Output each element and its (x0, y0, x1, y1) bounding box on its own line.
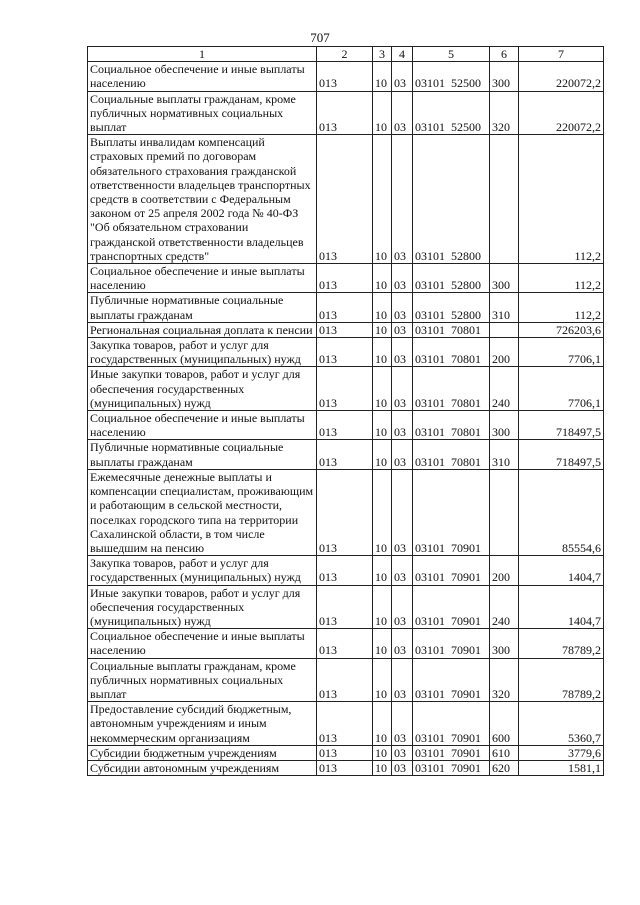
expense-type-cell: 310 (490, 440, 519, 469)
ministry-code-cell: 013 (317, 745, 373, 760)
ministry-code-cell: 013 (317, 135, 373, 264)
target-article-cell: 03101 70901 (413, 585, 490, 629)
table-row (88, 264, 604, 293)
table-row (88, 745, 604, 760)
item-name-cell: Региональная социальная доплата к пенсии (88, 322, 317, 337)
item-name-cell: Иные закупки товаров, работ и услуг для обеспечения государственных (муниципальных) нужд (88, 585, 317, 629)
ministry-code-cell: 013 (317, 411, 373, 440)
target-article-cell: 03101 70901 (413, 469, 490, 555)
amount-cell: 85554,6 (519, 469, 604, 555)
budget-table (87, 46, 604, 776)
item-name-cell: Публичные нормативные социальные выплаты гражданам (88, 440, 317, 469)
ministry-code-cell: 013 (317, 293, 373, 322)
table-row (88, 658, 604, 702)
table-row (88, 760, 604, 775)
ministry-code-cell: 013 (317, 264, 373, 293)
item-name-cell: Ежемесячные денежные выплаты и компенсации специалистам, проживающим и работающим в сельской местности, поселках городского типа на территории Сахалинской области, в том числе вышедшим на пенсию (88, 469, 317, 555)
header-cell: 1 (88, 47, 317, 62)
section-code-cell: 10 (373, 629, 392, 658)
target-article-cell: 03101 70901 (413, 658, 490, 702)
expense-type-cell (490, 469, 519, 555)
item-name-cell: Социальные выплаты гражданам, кроме публичных нормативных социальных выплат (88, 91, 317, 135)
section-code-cell: 10 (373, 135, 392, 264)
expense-type-cell: 200 (490, 338, 519, 367)
target-article-cell: 03101 70901 (413, 702, 490, 746)
table-row (88, 322, 604, 337)
target-article-cell: 03101 52500 (413, 62, 490, 91)
header-cell: 4 (392, 47, 413, 62)
section-code-cell: 10 (373, 658, 392, 702)
amount-cell: 7706,1 (519, 367, 604, 411)
item-name-cell: Социальное обеспечение и иные выплаты населению (88, 629, 317, 658)
table-row (88, 91, 604, 135)
item-name-cell: Иные закупки товаров, работ и услуг для обеспечения государственных (муниципальных) нужд (88, 367, 317, 411)
expense-type-cell: 200 (490, 556, 519, 585)
item-name-cell: Социальное обеспечение и иные выплаты населению (88, 62, 317, 91)
section-code-cell: 10 (373, 264, 392, 293)
header-cell: 7 (519, 47, 604, 62)
ministry-code-cell: 013 (317, 760, 373, 775)
subsection-code-cell: 03 (392, 469, 413, 555)
table-row (88, 338, 604, 367)
section-code-cell: 10 (373, 702, 392, 746)
item-name-cell: Субсидии бюджетным учреждениям (88, 745, 317, 760)
subsection-code-cell: 03 (392, 745, 413, 760)
section-code-cell: 10 (373, 322, 392, 337)
page-number: 707 (310, 30, 330, 45)
subsection-code-cell: 03 (392, 367, 413, 411)
ministry-code-cell: 013 (317, 556, 373, 585)
header-cell: 3 (373, 47, 392, 62)
ministry-code-cell: 013 (317, 440, 373, 469)
item-name-cell: Социальное обеспечение и иные выплаты населению (88, 411, 317, 440)
section-code-cell: 10 (373, 469, 392, 555)
amount-cell: 3779,6 (519, 745, 604, 760)
expense-type-cell: 300 (490, 411, 519, 440)
target-article-cell: 03101 70901 (413, 556, 490, 585)
target-article-cell: 03101 70801 (413, 440, 490, 469)
section-code-cell: 10 (373, 62, 392, 91)
item-name-cell: Закупка товаров, работ и услуг для государственных (муниципальных) нужд (88, 338, 317, 367)
section-code-cell: 10 (373, 440, 392, 469)
expense-type-cell: 320 (490, 91, 519, 135)
ministry-code-cell: 013 (317, 62, 373, 91)
subsection-code-cell: 03 (392, 264, 413, 293)
section-code-cell: 10 (373, 556, 392, 585)
table-row (88, 411, 604, 440)
item-name-cell: Выплаты инвалидам компенсаций страховых премий по договорам обязательного страхования гражданской ответственности владельцев транспортных средств в соответствии с Федеральным законом от 25 апреля 2002 года № 40-ФЗ "Об обязательном страховании гражданской ответственности владельцев транспортных средств" (88, 135, 317, 264)
expense-type-cell: 620 (490, 760, 519, 775)
table-row (88, 135, 604, 264)
amount-cell: 112,2 (519, 135, 604, 264)
section-code-cell: 10 (373, 585, 392, 629)
table-row (88, 469, 604, 555)
expense-type-cell: 320 (490, 658, 519, 702)
table-body (88, 62, 604, 776)
ministry-code-cell: 013 (317, 367, 373, 411)
expense-type-cell: 300 (490, 264, 519, 293)
target-article-cell: 03101 70901 (413, 745, 490, 760)
subsection-code-cell: 03 (392, 293, 413, 322)
expense-type-cell: 600 (490, 702, 519, 746)
ministry-code-cell: 013 (317, 469, 373, 555)
header-cell: 5 (413, 47, 490, 62)
subsection-code-cell: 03 (392, 62, 413, 91)
section-code-cell: 10 (373, 91, 392, 135)
amount-cell: 112,2 (519, 264, 604, 293)
amount-cell: 220072,2 (519, 62, 604, 91)
section-code-cell: 10 (373, 367, 392, 411)
target-article-cell: 03101 70801 (413, 367, 490, 411)
subsection-code-cell: 03 (392, 322, 413, 337)
table-row (88, 293, 604, 322)
subsection-code-cell: 03 (392, 658, 413, 702)
expense-type-cell (490, 322, 519, 337)
table-row (88, 629, 604, 658)
ministry-code-cell: 013 (317, 702, 373, 746)
item-name-cell: Социальные выплаты гражданам, кроме публичных нормативных социальных выплат (88, 658, 317, 702)
target-article-cell: 03101 70901 (413, 760, 490, 775)
ministry-code-cell: 013 (317, 658, 373, 702)
subsection-code-cell: 03 (392, 411, 413, 440)
ministry-code-cell: 013 (317, 585, 373, 629)
subsection-code-cell: 03 (392, 585, 413, 629)
expense-type-cell (490, 135, 519, 264)
section-code-cell: 10 (373, 338, 392, 367)
item-name-cell: Предоставление субсидий бюджетным, автономным учреждениям и иным некоммерческим организациям (88, 702, 317, 746)
amount-cell: 78789,2 (519, 629, 604, 658)
subsection-code-cell: 03 (392, 440, 413, 469)
item-name-cell: Публичные нормативные социальные выплаты гражданам (88, 293, 317, 322)
ministry-code-cell: 013 (317, 322, 373, 337)
amount-cell: 718497,5 (519, 411, 604, 440)
expense-type-cell: 610 (490, 745, 519, 760)
section-code-cell: 10 (373, 411, 392, 440)
section-code-cell: 10 (373, 745, 392, 760)
target-article-cell: 03101 52800 (413, 135, 490, 264)
amount-cell: 220072,2 (519, 91, 604, 135)
table-row (88, 367, 604, 411)
target-article-cell: 03101 70801 (413, 338, 490, 367)
expense-type-cell: 240 (490, 585, 519, 629)
item-name-cell: Закупка товаров, работ и услуг для государственных (муниципальных) нужд (88, 556, 317, 585)
ministry-code-cell: 013 (317, 91, 373, 135)
table-row (88, 62, 604, 91)
amount-cell: 7706,1 (519, 338, 604, 367)
target-article-cell: 03101 52800 (413, 264, 490, 293)
subsection-code-cell: 03 (392, 702, 413, 746)
section-code-cell: 10 (373, 293, 392, 322)
amount-cell: 1581,1 (519, 760, 604, 775)
subsection-code-cell: 03 (392, 135, 413, 264)
target-article-cell: 03101 52500 (413, 91, 490, 135)
subsection-code-cell: 03 (392, 91, 413, 135)
subsection-code-cell: 03 (392, 338, 413, 367)
header-cell: 6 (490, 47, 519, 62)
expense-type-cell: 300 (490, 629, 519, 658)
expense-type-cell: 310 (490, 293, 519, 322)
target-article-cell: 03101 70801 (413, 322, 490, 337)
header-cell: 2 (317, 47, 373, 62)
header-row (88, 47, 604, 62)
amount-cell: 718497,5 (519, 440, 604, 469)
amount-cell: 78789,2 (519, 658, 604, 702)
subsection-code-cell: 03 (392, 760, 413, 775)
expense-type-cell: 240 (490, 367, 519, 411)
target-article-cell: 03101 70901 (413, 629, 490, 658)
section-code-cell: 10 (373, 760, 392, 775)
ministry-code-cell: 013 (317, 338, 373, 367)
subsection-code-cell: 03 (392, 629, 413, 658)
amount-cell: 112,2 (519, 293, 604, 322)
item-name-cell: Социальное обеспечение и иные выплаты населению (88, 264, 317, 293)
target-article-cell: 03101 52800 (413, 293, 490, 322)
amount-cell: 726203,6 (519, 322, 604, 337)
table-row (88, 556, 604, 585)
ministry-code-cell: 013 (317, 629, 373, 658)
amount-cell: 1404,7 (519, 585, 604, 629)
amount-cell: 1404,7 (519, 556, 604, 585)
amount-cell: 5360,7 (519, 702, 604, 746)
subsection-code-cell: 03 (392, 556, 413, 585)
table-row (88, 585, 604, 629)
expense-type-cell: 300 (490, 62, 519, 91)
table-row (88, 702, 604, 746)
target-article-cell: 03101 70801 (413, 411, 490, 440)
table-row (88, 440, 604, 469)
item-name-cell: Субсидии автономным учреждениям (88, 760, 317, 775)
